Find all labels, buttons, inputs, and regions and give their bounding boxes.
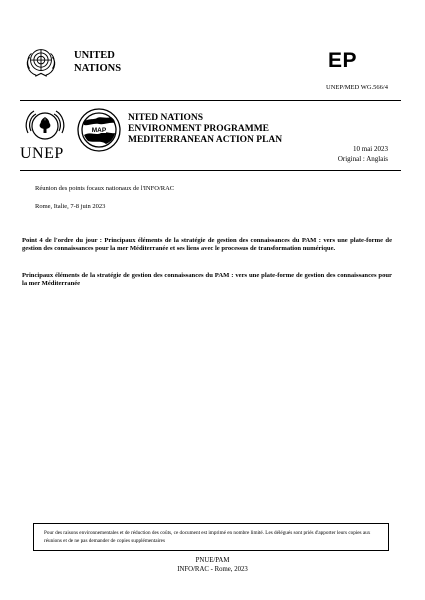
map-logo-icon: [76, 107, 122, 153]
footer-line1: PNUE/PAM: [195, 557, 230, 564]
meeting-place-date: Rome, Italie, 7-8 juin 2023: [35, 203, 106, 210]
printing-note-text: Pour des raisons environnementales et de réduction des coûts, ce document est imprimé en nombre limité. Les délégués sont priés d'apporter leurs copies aux réunions et de ne pas demander de copies supplémentaires: [44, 530, 371, 544]
document-number: UNEP/MED WG.566/4: [326, 84, 388, 91]
map-logo-text: MAP: [91, 127, 107, 134]
agenda-item: [22, 237, 392, 254]
document-date: 10 mai 2023: [353, 145, 388, 153]
agenda-item-label: Point 4 de l'ordre du jour: [22, 237, 98, 244]
organization-name: [128, 113, 282, 146]
un-name: [74, 49, 121, 75]
agenda-item-text: : Principaux éléments de la stratégie de gestion des connaissances du PAM : vers une plate-forme de gestion des connaissances pour la mer Méditerranée et ses liens avec le processus de transformation numérique.: [22, 237, 392, 253]
printing-note-box: [33, 523, 389, 551]
footer-line2: INFO/RAC - Rome, 2023: [177, 566, 248, 573]
org-line1: NITED NATIONS: [128, 113, 204, 123]
document-meta: [338, 145, 388, 164]
org-line3: MEDITERRANEAN ACTION PLAN: [128, 135, 283, 145]
original-language: Original : Anglais: [337, 154, 388, 163]
un-emblem-icon: [22, 42, 60, 80]
top-divider: [20, 100, 401, 101]
ep-label: EP: [327, 49, 357, 72]
unep-label: UNEP: [20, 145, 64, 162]
un-name-line1: UNITED: [74, 50, 115, 61]
meeting-title: Réunion des points focaux nationaux de l'INFO/RAC: [35, 185, 175, 192]
footer: [0, 556, 425, 574]
middle-divider: [20, 170, 401, 171]
un-name-line2: NATIONS: [74, 63, 122, 74]
document-title: Principaux éléments de la stratégie de gestion des connaissances du PAM : vers une plate-forme de gestion des connaissances pour la mer Méditerranée: [22, 272, 392, 288]
org-line2: ENVIRONMENT PROGRAMME: [128, 124, 270, 134]
